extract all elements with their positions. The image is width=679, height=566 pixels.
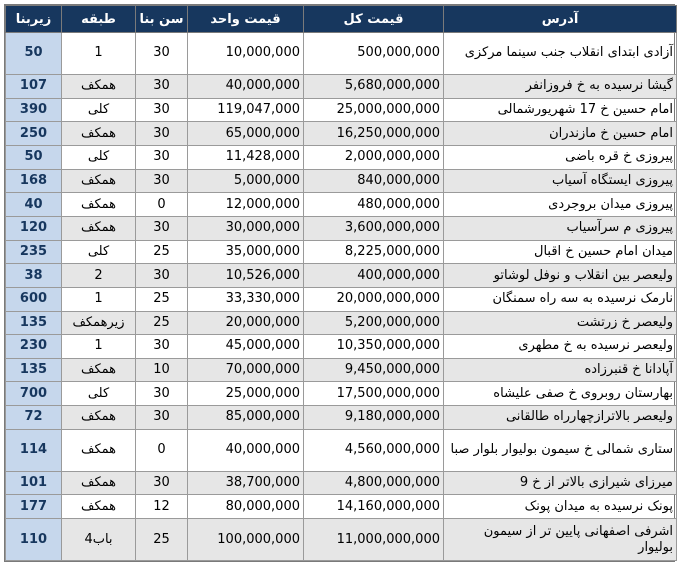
cell-unit-price: 45,000,000	[188, 335, 304, 359]
cell-floor: کلی	[62, 145, 136, 169]
cell-total-price: 500,000,000	[304, 33, 444, 75]
cell-address: امام حسین خ 17 شهریورشمالی	[444, 98, 677, 122]
cell-total-price: 840,000,000	[304, 169, 444, 193]
table-body	[6, 33, 677, 561]
cell-unit-price: 33,330,000	[188, 287, 304, 311]
cell-age: 30	[136, 382, 188, 406]
table-row	[6, 169, 677, 193]
table-row	[6, 519, 677, 561]
cell-address: پیروزی م سرآسیاب	[444, 216, 677, 240]
cell-age: 10	[136, 358, 188, 382]
cell-age: 30	[136, 406, 188, 430]
cell-address: ولیعصر نرسیده به خ مطهری	[444, 335, 677, 359]
cell-floor: کلی	[62, 382, 136, 406]
cell-total-price: 4,560,000,000	[304, 429, 444, 471]
cell-address: ولیعصر خ زرتشت	[444, 311, 677, 335]
cell-unit-price: 10,526,000	[188, 264, 304, 288]
cell-address: میرزای شیرازی بالاتر از خ 9	[444, 471, 677, 495]
cell-unit-price: 119,047,000	[188, 98, 304, 122]
header-area: زیربنا	[6, 6, 62, 33]
cell-address: گیشا نرسیده به خ فروزانفر	[444, 74, 677, 98]
cell-floor: همکف	[62, 216, 136, 240]
cell-area: 168	[6, 169, 62, 193]
cell-unit-price: 12,000,000	[188, 193, 304, 217]
cell-age: 25	[136, 519, 188, 561]
cell-total-price: 5,200,000,000	[304, 311, 444, 335]
table-row	[6, 74, 677, 98]
cell-age: 30	[136, 471, 188, 495]
cell-address: پیروزی خ قره باضی	[444, 145, 677, 169]
cell-unit-price: 80,000,000	[188, 495, 304, 519]
cell-unit-price: 40,000,000	[188, 74, 304, 98]
table-row	[6, 406, 677, 430]
cell-age: 30	[136, 74, 188, 98]
table-row	[6, 193, 677, 217]
cell-age: 30	[136, 216, 188, 240]
cell-area: 700	[6, 382, 62, 406]
cell-area: 600	[6, 287, 62, 311]
cell-address: اشرفی اصفهانی پایین تر از سیمون بولیوار	[444, 519, 677, 561]
table-row	[6, 122, 677, 146]
table-row	[6, 264, 677, 288]
cell-floor: همکف	[62, 358, 136, 382]
cell-area: 101	[6, 471, 62, 495]
cell-total-price: 11,000,000,000	[304, 519, 444, 561]
cell-unit-price: 65,000,000	[188, 122, 304, 146]
cell-unit-price: 70,000,000	[188, 358, 304, 382]
header-floor: طبقه	[62, 6, 136, 33]
cell-age: 30	[136, 122, 188, 146]
cell-age: 25	[136, 240, 188, 264]
cell-floor: همکف	[62, 74, 136, 98]
cell-total-price: 9,180,000,000	[304, 406, 444, 430]
table-row	[6, 98, 677, 122]
cell-floor: 1	[62, 287, 136, 311]
cell-age: 30	[136, 98, 188, 122]
cell-area: 107	[6, 74, 62, 98]
table-row	[6, 145, 677, 169]
cell-total-price: 4,800,000,000	[304, 471, 444, 495]
cell-total-price: 480,000,000	[304, 193, 444, 217]
cell-floor: همکف	[62, 193, 136, 217]
cell-age: 30	[136, 33, 188, 75]
cell-age: 0	[136, 429, 188, 471]
table-row	[6, 471, 677, 495]
cell-floor: همکف	[62, 169, 136, 193]
cell-unit-price: 35,000,000	[188, 240, 304, 264]
cell-address: پیروزی ایستگاه آسیاب	[444, 169, 677, 193]
cell-floor: زیرهمکف	[62, 311, 136, 335]
cell-unit-price: 10,000,000	[188, 33, 304, 75]
cell-age: 25	[136, 287, 188, 311]
cell-age: 30	[136, 145, 188, 169]
header-unit-price: قیمت واحد	[188, 6, 304, 33]
table-row	[6, 33, 677, 75]
header-address: آدرس	[444, 6, 677, 33]
cell-age: 25	[136, 311, 188, 335]
cell-area: 110	[6, 519, 62, 561]
cell-address: امام حسین خ مازندران	[444, 122, 677, 146]
cell-address: آپادانا خ قنبرزاده	[444, 358, 677, 382]
header-total-price: قیمت کل	[304, 6, 444, 33]
cell-area: 40	[6, 193, 62, 217]
cell-address: ولیعصر بین انقلاب و نوفل لوشاتو	[444, 264, 677, 288]
cell-area: 38	[6, 264, 62, 288]
table-row	[6, 335, 677, 359]
cell-address: پیروزی میدان بروجردی	[444, 193, 677, 217]
cell-floor: همکف	[62, 495, 136, 519]
cell-area: 177	[6, 495, 62, 519]
table-row	[6, 358, 677, 382]
cell-age: 30	[136, 169, 188, 193]
cell-area: 50	[6, 145, 62, 169]
cell-unit-price: 20,000,000	[188, 311, 304, 335]
cell-area: 230	[6, 335, 62, 359]
cell-address: ولیعصر بالاترازچهارراه طالقانی	[444, 406, 677, 430]
property-price-table	[5, 5, 677, 561]
cell-total-price: 20,000,000,000	[304, 287, 444, 311]
cell-address: آزادی ابتدای انقلاب جنب سینما مرکزی	[444, 33, 677, 75]
cell-total-price: 17,500,000,000	[304, 382, 444, 406]
cell-unit-price: 38,700,000	[188, 471, 304, 495]
cell-age: 30	[136, 264, 188, 288]
table-header-row	[6, 6, 677, 33]
cell-area: 135	[6, 358, 62, 382]
cell-floor: 1	[62, 335, 136, 359]
cell-area: 50	[6, 33, 62, 75]
cell-floor: کلی	[62, 240, 136, 264]
price-table-frame	[4, 4, 675, 562]
cell-unit-price: 85,000,000	[188, 406, 304, 430]
cell-address: میدان امام حسین خ اقبال	[444, 240, 677, 264]
cell-total-price: 2,000,000,000	[304, 145, 444, 169]
header-age: سن بنا	[136, 6, 188, 33]
cell-address: ستاری شمالی خ سیمون بولیوار بلوار صبا	[444, 429, 677, 471]
cell-address: نارمک نرسیده به سه راه سمنگان	[444, 287, 677, 311]
cell-total-price: 8,225,000,000	[304, 240, 444, 264]
cell-area: 135	[6, 311, 62, 335]
table-row	[6, 429, 677, 471]
table-row	[6, 287, 677, 311]
cell-area: 250	[6, 122, 62, 146]
cell-total-price: 25,000,000,000	[304, 98, 444, 122]
cell-floor: همکف	[62, 429, 136, 471]
cell-area: 235	[6, 240, 62, 264]
cell-total-price: 9,450,000,000	[304, 358, 444, 382]
cell-floor: همکف	[62, 406, 136, 430]
cell-total-price: 3,600,000,000	[304, 216, 444, 240]
table-row	[6, 311, 677, 335]
cell-total-price: 400,000,000	[304, 264, 444, 288]
cell-address: پونک نرسیده به میدان پونک	[444, 495, 677, 519]
cell-area: 72	[6, 406, 62, 430]
cell-area: 390	[6, 98, 62, 122]
cell-floor: 4باب	[62, 519, 136, 561]
cell-age: 12	[136, 495, 188, 519]
cell-area: 120	[6, 216, 62, 240]
cell-floor: 2	[62, 264, 136, 288]
table-row	[6, 495, 677, 519]
cell-total-price: 5,680,000,000	[304, 74, 444, 98]
cell-age: 30	[136, 335, 188, 359]
cell-floor: همکف	[62, 471, 136, 495]
cell-area: 114	[6, 429, 62, 471]
cell-unit-price: 40,000,000	[188, 429, 304, 471]
table-row	[6, 240, 677, 264]
cell-unit-price: 11,428,000	[188, 145, 304, 169]
cell-total-price: 10,350,000,000	[304, 335, 444, 359]
table-row	[6, 216, 677, 240]
cell-floor: 1	[62, 33, 136, 75]
cell-address: بهارستان روبروی خ صفی علیشاه	[444, 382, 677, 406]
cell-unit-price: 100,000,000	[188, 519, 304, 561]
cell-floor: همکف	[62, 122, 136, 146]
cell-total-price: 16,250,000,000	[304, 122, 444, 146]
cell-unit-price: 25,000,000	[188, 382, 304, 406]
cell-age: 0	[136, 193, 188, 217]
cell-total-price: 14,160,000,000	[304, 495, 444, 519]
cell-unit-price: 5,000,000	[188, 169, 304, 193]
cell-floor: کلی	[62, 98, 136, 122]
cell-unit-price: 30,000,000	[188, 216, 304, 240]
table-row	[6, 382, 677, 406]
